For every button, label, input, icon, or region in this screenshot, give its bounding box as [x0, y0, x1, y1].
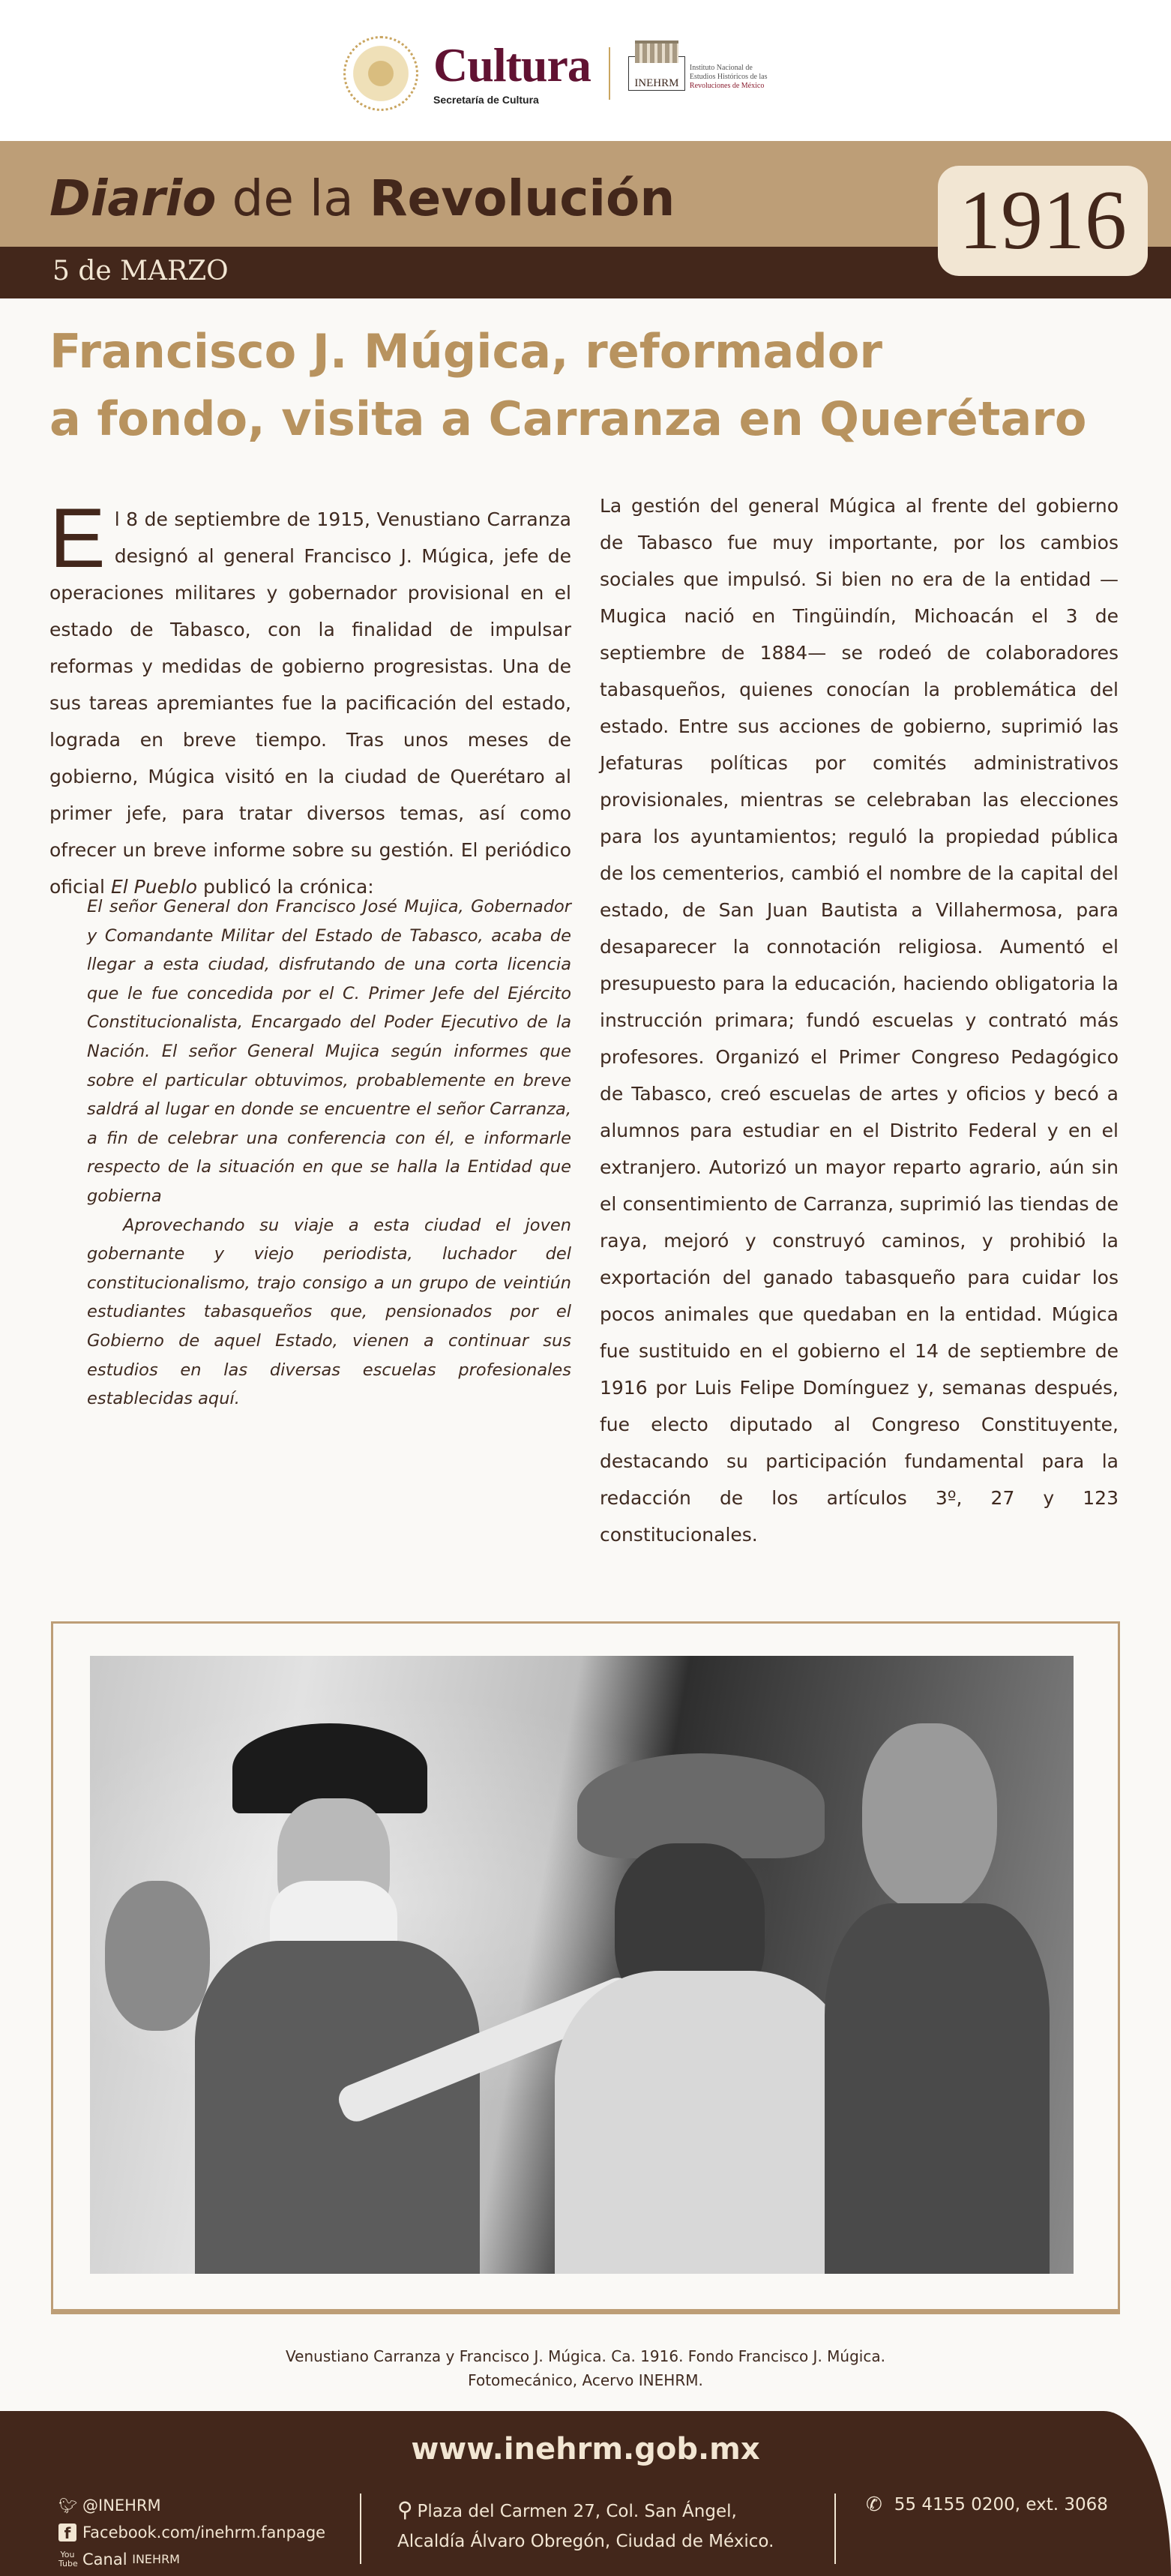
inehrm-line: Estudios Históricos de las [689, 73, 768, 81]
facebook-url: Facebook.com/inehrm.fanpage [82, 2524, 326, 2542]
inehrm-abbr: INEHRM [634, 77, 679, 89]
title-diario: Diario [49, 169, 217, 227]
phone-icon: ✆ [866, 2494, 882, 2516]
newspaper-name: El Pueblo [110, 876, 198, 898]
inehrm-logo [628, 56, 768, 91]
quote-paragraph: El señor General don Francisco José Mujica, Gobernador y Comandante Militar del Estado de Tabasco, acaba de llegar a esta ciudad, disfrutando de una corta licencia que le fue concedida por el C. Primer Jefe del Ejército Constitucionalista, Encargado del Poder Ejecutivo de la Nación. El señor General Mujica según informes que sobre el particular obtuvimos, probablemente en breve saldrá al lugar en donde se encuentre el señor Carranza, a fin de celebrar una conferencia con él, e informarle respecto de la situación en que se halla la Entidad que gobierna [87, 897, 571, 1206]
address [397, 2495, 774, 2557]
secretaria-label: Secretaría de Cultura [433, 94, 539, 106]
footer-divider [360, 2494, 361, 2564]
youtube-prefix: Canal [82, 2551, 133, 2569]
facebook-icon: f [58, 2524, 76, 2542]
address-line: Plaza del Carmen 27, Col. San Ángel, [417, 2502, 737, 2521]
phone [866, 2494, 1108, 2516]
historic-photo [90, 1656, 1074, 2274]
footer-divider [834, 2494, 836, 2564]
top-header [0, 0, 1171, 141]
address-line: Alcaldía Álvaro Obregón, Ciudad de México. [397, 2532, 774, 2551]
youtube-link[interactable] [58, 2546, 325, 2573]
caption-line: Fotomecánico, Acervo INEHRM. [468, 2371, 703, 2389]
headline-line: a fondo, visita a Carranza en Querétaro [49, 391, 1087, 446]
intro-end: publicó la crónica: [197, 876, 374, 898]
photo-caption [0, 2344, 1171, 2392]
social-links [58, 2492, 325, 2573]
headline-line: Francisco J. Múgica, reformador [49, 324, 882, 379]
year-badge: 1916 [938, 166, 1148, 276]
inehrm-building-icon [628, 56, 685, 91]
cultura-logo [433, 38, 591, 106]
caption-line: Venustiano Carranza y Francisco J. Múgica. Ca. 1916. Fondo Francisco J. Múgica. [286, 2347, 885, 2365]
logos [343, 36, 768, 111]
series-title [49, 169, 675, 227]
twitter-icon: 🐦︎ [58, 2497, 78, 2515]
facebook-link[interactable] [58, 2519, 325, 2546]
website-link[interactable]: www.inehrm.gob.mx [411, 2432, 760, 2467]
inehrm-line: Instituto Nacional de [689, 64, 753, 72]
location-pin-icon: ⚲ [397, 2497, 413, 2522]
drop-cap: E [49, 491, 106, 585]
inehrm-line: Revoluciones de México [689, 82, 765, 90]
title-de-la: de la [216, 169, 370, 227]
footer [0, 2411, 1171, 2576]
mexico-seal-icon [343, 36, 418, 111]
quote-paragraph: Aprovechando su viaje a esta ciudad el joven gobernante y viejo periodista, luchador del constitucionalismo, trajo consigo a un grupo de veintiún estudiantes tabasqueños que, pensionados por el Gobierno de aquel Estado, vienen a continuar sus estudios en las diversas escuelas profesionales establecidas aquí. [87, 1215, 571, 1409]
title-revolucion: Revolución [369, 169, 675, 227]
newspaper-quote [87, 892, 571, 1414]
article-headline [49, 318, 1129, 453]
phone-number: 55 4155 0200, ext. 3068 [894, 2495, 1108, 2515]
article-right-column: La gestión del general Múgica al frente del gobierno de Tabasco fue muy importante, por los cambios sociales que impulsó. Si bien no era de la entidad —Mugica nació en Tingüindín, Michoacán el 3 de septiembre de 1884— se rodeó de colaboradores tabasqueños, quienes conocían la problemática del estado. Entre sus acciones de gobierno, suprimió las Jefaturas políticas por comités administrativos provisionales, mientras se celebraban las elecciones para los ayuntamientos; reguló la propiedad pública de los cementerios, cambió el nombre de la capital del estado, de San Juan Bautista a Villahermosa, para desaparecer la connotación religiosa. Aumentó el presupuesto para la educación, haciendo obligatoria la instrucción primara; fundó escuelas y contrató más profesores. Organizó el Primer Congreso Pedagógico de Tabasco, creó escuelas de artes y oficios y becó a alumnos para estudiar en el Distrito Federal y en el extranjero. Autorizó un mayor reparto agrario, aún sin el consentimiento de Carranza, suprimió las tiendas de raya, mejoró y construyó caminos, y prohibió la exportación del ganado tabasqueño para cuidar los pocos animales que quedaban en la entidad. Múgica fue sustituido en el gobierno el 14 de septiembre de 1916 por Luis Felipe Domínguez y, semanas después, fue electo diputado al Congreso Constituyente, destacando su participación fundamental para la redacción de los artículos 3º, 27 y 123 constitucionales. [600, 495, 1119, 1546]
youtube-channel: INEHRM [132, 2552, 180, 2566]
intro-text: l 8 de septiembre de 1915, Venustiano Carranza designó al general Francisco J. Múgica, jefe de operaciones militares y gobernador provisional en el estado de Tabasco, con la finalidad de impulsar reformas y medidas de gobierno progresistas. Una de sus tareas apremiantes fue la pacificación del estado, lograda en breve tiempo. Tras unos meses de gobierno, Múgica visitó en la ciudad de Querétaro al primer jefe, para tratar diversos temas, así como ofrecer un breve informe sobre su gestión. El periódico oficial [49, 508, 571, 898]
article-intro [49, 491, 571, 905]
logo-divider [609, 47, 610, 100]
cultura-wordmark: Cultura [433, 38, 591, 91]
twitter-link[interactable] [58, 2492, 325, 2519]
youtube-icon: You Tube [58, 2550, 78, 2569]
date-label: 5 de MARZO [52, 256, 229, 286]
twitter-handle: @INEHRM [82, 2497, 161, 2515]
